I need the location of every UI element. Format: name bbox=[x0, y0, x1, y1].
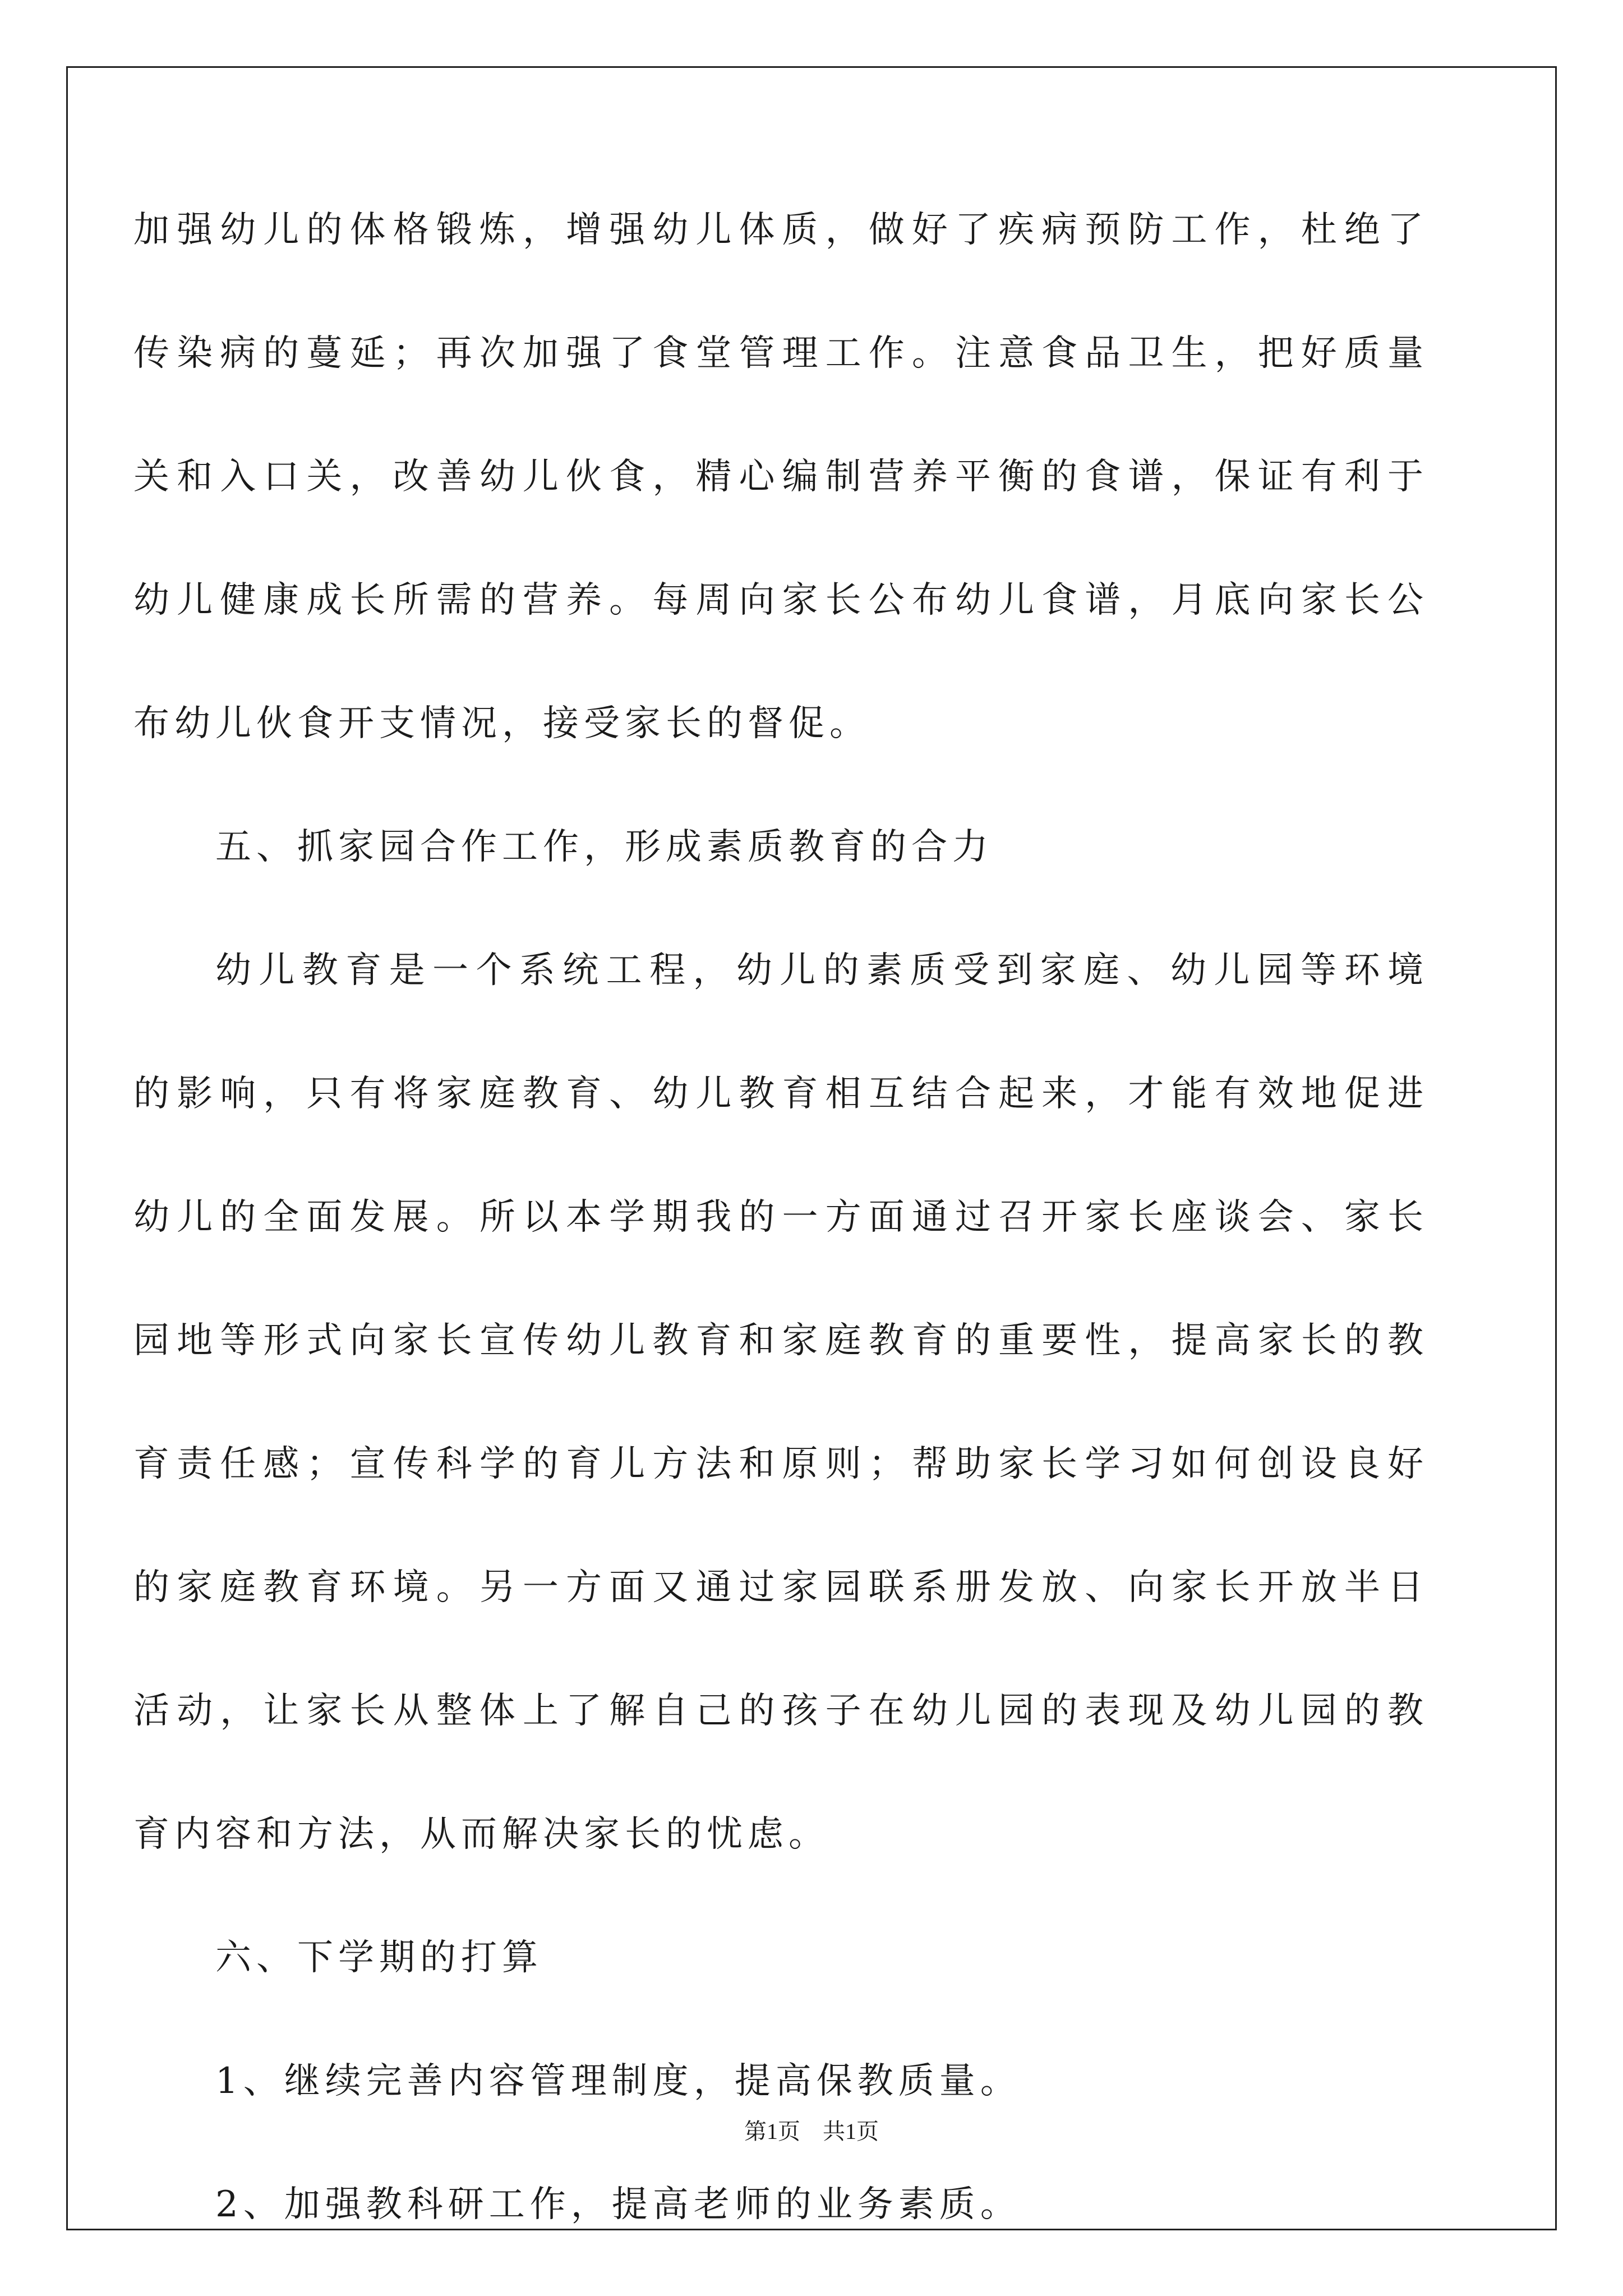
section-heading: 五、抓家园合作工作，形成素质教育的合力 bbox=[215, 826, 993, 868]
page-footer bbox=[0, 2115, 1623, 2148]
paragraph-line: 关和入口关，改善幼儿伙食，精心编制营养平衡的食谱，保证有利于 bbox=[133, 456, 1423, 498]
page-number: 第1页 bbox=[744, 2119, 800, 2144]
paragraph-line: 幼儿的全面发展。所以本学期我的一方面通过召开家长座谈会、家长 bbox=[133, 1197, 1423, 1238]
page-total: 共1页 bbox=[823, 2119, 879, 2144]
paragraph-line: 传染病的蔓延；再次加强了食堂管理工作。注意食品卫生，把好质量 bbox=[133, 333, 1423, 374]
paragraph-line: 幼儿健康成长所需的营养。每周向家长公布幼儿食谱，月底向家长公 bbox=[133, 579, 1423, 621]
paragraph-line: 加强幼儿的体格锻炼，增强幼儿体质，做好了疾病预防工作，杜绝了 bbox=[133, 209, 1423, 251]
paragraph-line: 活动，让家长从整体上了解自己的孩子在幼儿园的表现及幼儿园的教 bbox=[133, 1690, 1423, 1732]
paragraph-line: 布幼儿伙食开支情况，接受家长的督促。 bbox=[133, 703, 870, 744]
list-item: 2、加强教科研工作，提高老师的业务素质。 bbox=[215, 2184, 1021, 2225]
page-border bbox=[66, 66, 1557, 2230]
paragraph-line: 育内容和方法，从而解决家长的忧虑。 bbox=[133, 1814, 829, 1855]
section-heading: 六、下学期的打算 bbox=[215, 1937, 543, 1978]
paragraph-line: 的家庭教育环境。另一方面又通过家园联系册发放、向家长开放半日 bbox=[133, 1567, 1423, 1608]
paragraph-line: 幼儿教育是一个系统工程，幼儿的素质受到家庭、幼儿园等环境 bbox=[215, 950, 1423, 991]
paragraph-line: 的影响，只有将家庭教育、幼儿教育相互结合起来，才能有效地促进 bbox=[133, 1073, 1423, 1115]
list-item: 1、继续完善内容管理制度，提高保教质量。 bbox=[215, 2060, 1021, 2102]
paragraph-line: 育责任感；宣传科学的育儿方法和原则；帮助家长学习如何创设良好 bbox=[133, 1443, 1423, 1485]
paragraph-line: 园地等形式向家长宣传幼儿教育和家庭教育的重要性，提高家长的教 bbox=[133, 1320, 1423, 1361]
